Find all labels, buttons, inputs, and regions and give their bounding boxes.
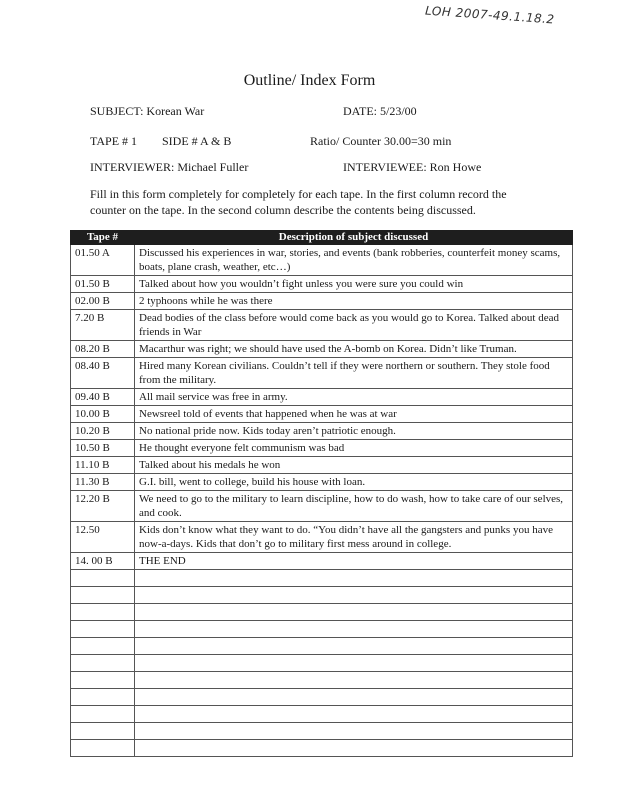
empty-table-row bbox=[71, 570, 573, 587]
empty-table-row bbox=[71, 672, 573, 689]
empty-table-row bbox=[71, 706, 573, 723]
empty-cell bbox=[71, 604, 135, 621]
empty-table-row bbox=[71, 587, 573, 604]
index-table bbox=[70, 230, 573, 757]
empty-cell bbox=[135, 672, 573, 689]
empty-cell bbox=[135, 587, 573, 604]
accession-number: LOH 2007-49.1.18.2 bbox=[424, 3, 556, 27]
description-cell: Dead bodies of the class before would come back as you would go to Korea. Talked about dead friends in War bbox=[135, 310, 573, 341]
empty-cell bbox=[71, 621, 135, 638]
empty-table-row bbox=[71, 723, 573, 740]
description-cell: 2 typhoons while he was there bbox=[135, 293, 573, 310]
date-field: DATE: 5/23/00 bbox=[343, 104, 417, 118]
table-row bbox=[71, 522, 573, 553]
empty-cell bbox=[71, 706, 135, 723]
tape-counter-cell: 09.40 B bbox=[71, 389, 135, 406]
tape-counter-cell: 11.30 B bbox=[71, 474, 135, 491]
form-title: Outline/ Index Form bbox=[243, 72, 376, 89]
table-row bbox=[71, 457, 573, 474]
interviewee-field: INTERVIEWEE: Ron Howe bbox=[343, 160, 482, 174]
tape-counter-cell: 10.20 B bbox=[71, 423, 135, 440]
tape-counter-cell: 12.20 B bbox=[71, 491, 135, 522]
instructions: Fill in this form completely for completely for each tape. In the first column record the counter on the tape. In the second column describe the contents being discussed. bbox=[90, 187, 507, 217]
description-cell: Newsreel told of events that happened when he was at war bbox=[135, 406, 573, 423]
empty-cell bbox=[71, 638, 135, 655]
tape-counter-cell: 08.40 B bbox=[71, 358, 135, 389]
subject-field: SUBJECT: Korean War bbox=[90, 104, 205, 118]
description-cell: THE END bbox=[135, 553, 573, 570]
tape-field: TAPE # 1 bbox=[90, 134, 138, 148]
empty-cell bbox=[71, 672, 135, 689]
table-row bbox=[71, 310, 573, 341]
description-cell: Macarthur was right; we should have used the A-bomb on Korea. Didn’t like Truman. bbox=[135, 341, 573, 358]
description-cell: No national pride now. Kids today aren’t patriotic enough. bbox=[135, 423, 573, 440]
description-cell: Kids don’t know what they want to do. “You didn’t have all the gangsters and punks you have now-a-days. Kids that don’t go to military first mess around in college. bbox=[135, 522, 573, 553]
tape-counter-cell: 11.10 B bbox=[71, 457, 135, 474]
empty-cell bbox=[135, 723, 573, 740]
table-row bbox=[71, 474, 573, 491]
empty-cell bbox=[135, 740, 573, 757]
ratio-field: Ratio/ Counter 30.00=30 min bbox=[310, 134, 452, 148]
table-header-row bbox=[71, 231, 573, 245]
table-row bbox=[71, 440, 573, 457]
table-row bbox=[71, 491, 573, 522]
table-row bbox=[71, 389, 573, 406]
tape-column-header: Tape # bbox=[71, 231, 135, 245]
description-cell: Hired many Korean civilians. Couldn’t tell if they were northern or southern. They stole food from the military. bbox=[135, 358, 573, 389]
empty-cell bbox=[71, 723, 135, 740]
empty-table-row bbox=[71, 604, 573, 621]
empty-cell bbox=[135, 689, 573, 706]
description-column-header: Description of subject discussed bbox=[135, 231, 573, 245]
table-row bbox=[71, 358, 573, 389]
empty-cell bbox=[71, 689, 135, 706]
empty-table-row bbox=[71, 655, 573, 672]
description-cell: Talked about how you wouldn’t fight unless you were sure you could win bbox=[135, 276, 573, 293]
tape-counter-cell: 12.50 bbox=[71, 522, 135, 553]
table-row bbox=[71, 293, 573, 310]
tape-counter-cell: 08.20 B bbox=[71, 341, 135, 358]
empty-table-row bbox=[71, 638, 573, 655]
empty-cell bbox=[135, 570, 573, 587]
empty-cell bbox=[135, 655, 573, 672]
description-cell: G.I. bill, went to college, build his house with loan. bbox=[135, 474, 573, 491]
interviewer-field: INTERVIEWER: Michael Fuller bbox=[90, 160, 249, 174]
tape-counter-cell: 10.00 B bbox=[71, 406, 135, 423]
description-cell: He thought everyone felt communism was bad bbox=[135, 440, 573, 457]
table-row bbox=[71, 553, 573, 570]
empty-cell bbox=[135, 706, 573, 723]
empty-cell bbox=[71, 740, 135, 757]
table-row bbox=[71, 406, 573, 423]
table-row bbox=[71, 341, 573, 358]
side-field: SIDE # A & B bbox=[162, 134, 232, 148]
empty-cell bbox=[71, 570, 135, 587]
tape-counter-cell: 02.00 B bbox=[71, 293, 135, 310]
table-row bbox=[71, 423, 573, 440]
empty-table-row bbox=[71, 689, 573, 706]
description-cell: All mail service was free in army. bbox=[135, 389, 573, 406]
table-body bbox=[71, 245, 573, 757]
tape-counter-cell: 14. 00 B bbox=[71, 553, 135, 570]
empty-cell bbox=[71, 655, 135, 672]
empty-cell bbox=[135, 638, 573, 655]
description-cell: We need to go to the military to learn discipline, how to do wash, how to take care of our selves, and cook. bbox=[135, 491, 573, 522]
tape-counter-cell: 7.20 B bbox=[71, 310, 135, 341]
table-row bbox=[71, 245, 573, 276]
description-cell: Discussed his experiences in war, stories, and events (bank robberies, counterfeit money scams, boats, plane crash, weather, etc…) bbox=[135, 245, 573, 276]
empty-table-row bbox=[71, 621, 573, 638]
tape-counter-cell: 10.50 B bbox=[71, 440, 135, 457]
empty-cell bbox=[135, 604, 573, 621]
tape-counter-cell: 01.50 B bbox=[71, 276, 135, 293]
table-row bbox=[71, 276, 573, 293]
empty-cell bbox=[71, 587, 135, 604]
tape-counter-cell: 01.50 A bbox=[71, 245, 135, 276]
description-cell: Talked about his medals he won bbox=[135, 457, 573, 474]
empty-cell bbox=[135, 621, 573, 638]
empty-table-row bbox=[71, 740, 573, 757]
